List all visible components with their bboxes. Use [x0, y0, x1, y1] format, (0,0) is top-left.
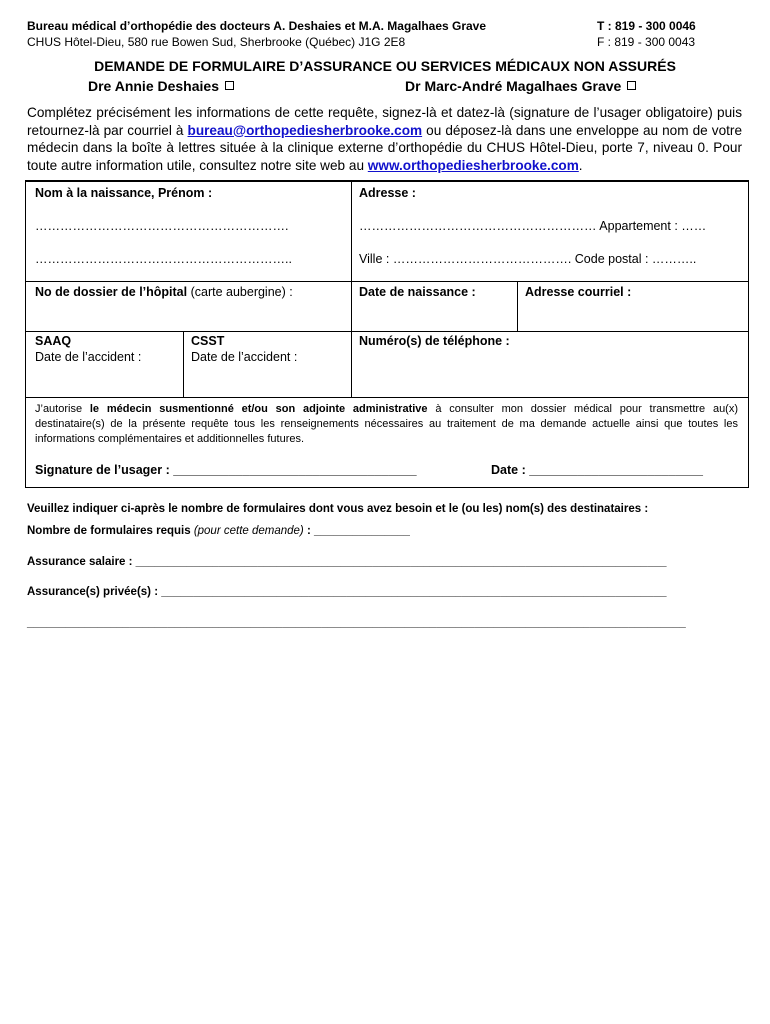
doctor-checkbox-deshaies[interactable]: [225, 81, 234, 90]
address-label: Adresse :: [359, 186, 416, 200]
birth-name-line[interactable]: …………………………………………………….: [35, 219, 289, 233]
grid-divider: [517, 281, 518, 331]
consent-text-1: J’autorise: [35, 403, 90, 415]
form-title: DEMANDE DE FORMULAIRE D’ASSURANCE OU SERVICES MÉDICAUX NON ASSURÉS: [94, 58, 676, 74]
instructions-text-1: Complétez précisément les informations de cette requête, signez-là et datez-là (signature de l’usager obligatoire) puis retournez-là par courriel à: [27, 105, 742, 138]
birth-name-field[interactable]: [35, 185, 345, 267]
instructions-text-3: .: [578, 157, 583, 173]
form-count-note: (pour cette demande): [193, 525, 304, 537]
recipients-instructions: Veuillez indiquer ci-après le nombre de formulaires dont vous avez besoin et le (ou les) nom(s) des destinataires :: [27, 503, 649, 515]
instructions-paragraph: [27, 104, 742, 174]
patient-info-form: [25, 180, 749, 488]
birth-date-label: Date de naissance :: [359, 285, 476, 299]
hospital-file-note: (carte aubergine) :: [187, 285, 293, 299]
phone-label: Numéro(s) de téléphone :: [359, 334, 510, 348]
first-name-line[interactable]: ……………………………………………………..: [35, 252, 292, 266]
address-line[interactable]: ………………………………………………… Appartement : ……: [359, 219, 707, 233]
doctor-name-magalhaes: Dr Marc-André Magalhaes Grave: [405, 78, 622, 94]
birth-date-field[interactable]: [359, 284, 514, 300]
doctor-name-deshaies: Dre Annie Deshaies: [88, 78, 219, 94]
csst-accident-date-label: Date de l’accident :: [191, 350, 298, 364]
fax-number: F : 819 - 300 0043: [597, 35, 696, 49]
office-address: CHUS Hôtel-Dieu, 580 rue Bowen Sud, Sherbrooke (Québec) J1G 2E8: [27, 35, 406, 49]
signature-field[interactable]: Signature de l’usager : ___________________________________: [35, 463, 417, 477]
address-field[interactable]: [359, 185, 744, 267]
saaq-label: SAAQ: [35, 334, 72, 348]
form-count-line[interactable]: : _______________: [303, 525, 410, 537]
csst-label: CSST: [191, 334, 225, 348]
grid-divider: [351, 331, 352, 397]
doctor-option-magalhaes[interactable]: [405, 77, 636, 95]
hospital-file-field[interactable]: [35, 284, 347, 300]
consent-text-bold: le médecin susmentionné et/ou son adjointe administrative: [89, 403, 428, 415]
consent-paragraph: [35, 402, 738, 447]
grid-divider: [26, 331, 748, 332]
csst-field[interactable]: [191, 333, 346, 365]
saaq-field[interactable]: [35, 333, 180, 365]
phone-number: T : 819 - 300 0046: [597, 19, 696, 33]
birth-name-label: Nom à la naissance, Prénom :: [35, 186, 213, 200]
email-label: Adresse courriel :: [525, 285, 632, 299]
form-count-label: Nombre de formulaires requis: [27, 525, 191, 537]
grid-divider: [26, 281, 748, 282]
hospital-file-label: No de dossier de l’hôpital: [35, 285, 188, 299]
city-postal-line[interactable]: Ville : ……………………………………. Code postal : ………..: [359, 252, 697, 266]
doctor-option-deshaies[interactable]: [88, 77, 234, 95]
private-insurance-field[interactable]: Assurance(s) privée(s) : _______________________________________________________________________________: [27, 586, 667, 598]
office-header: [27, 18, 547, 50]
additional-recipient-line[interactable]: _______________________________________________________________________________________________________: [27, 617, 686, 629]
website-link[interactable]: www.orthopediesherbrooke.com: [367, 157, 579, 173]
form-count-field[interactable]: [27, 524, 410, 539]
instructions-text-2: ou déposez-là dans une enveloppe au nom de votre médecin dans la boîte à lettres située à la clinique externe d’orthopédie du CHUS Hôtel-Dieu, porte 7, niveau 0. Pour toute autre information utile, consultez notre site web au: [27, 122, 743, 173]
email-field[interactable]: [525, 284, 743, 300]
saaq-accident-date-label: Date de l’accident :: [35, 350, 142, 364]
signature-row: [35, 462, 741, 478]
signature-date-field[interactable]: Date : _________________________: [491, 463, 703, 477]
doctor-checkbox-magalhaes[interactable]: [627, 81, 636, 90]
grid-divider: [351, 281, 352, 331]
contact-numbers: [597, 18, 747, 50]
grid-divider: [183, 331, 184, 397]
office-name: Bureau médical d’orthopédie des docteurs A. Deshaies et M.A. Magalhaes Grave: [27, 19, 487, 33]
salary-insurance-field[interactable]: Assurance salaire : ___________________________________________________________________________________: [27, 556, 667, 568]
email-link[interactable]: bureau@orthopediesherbrooke.com: [187, 122, 423, 138]
grid-divider: [26, 397, 748, 398]
consent-text-2: à consulter mon dossier médical pour transmettre au(x) destinataire(s) de la présente requête tous les renseignements nécessaires au traitement de ma demande actuelle ainsi que toutes les informations complémentaires et additionnelles futures.: [35, 403, 739, 445]
phone-field[interactable]: [359, 333, 744, 349]
